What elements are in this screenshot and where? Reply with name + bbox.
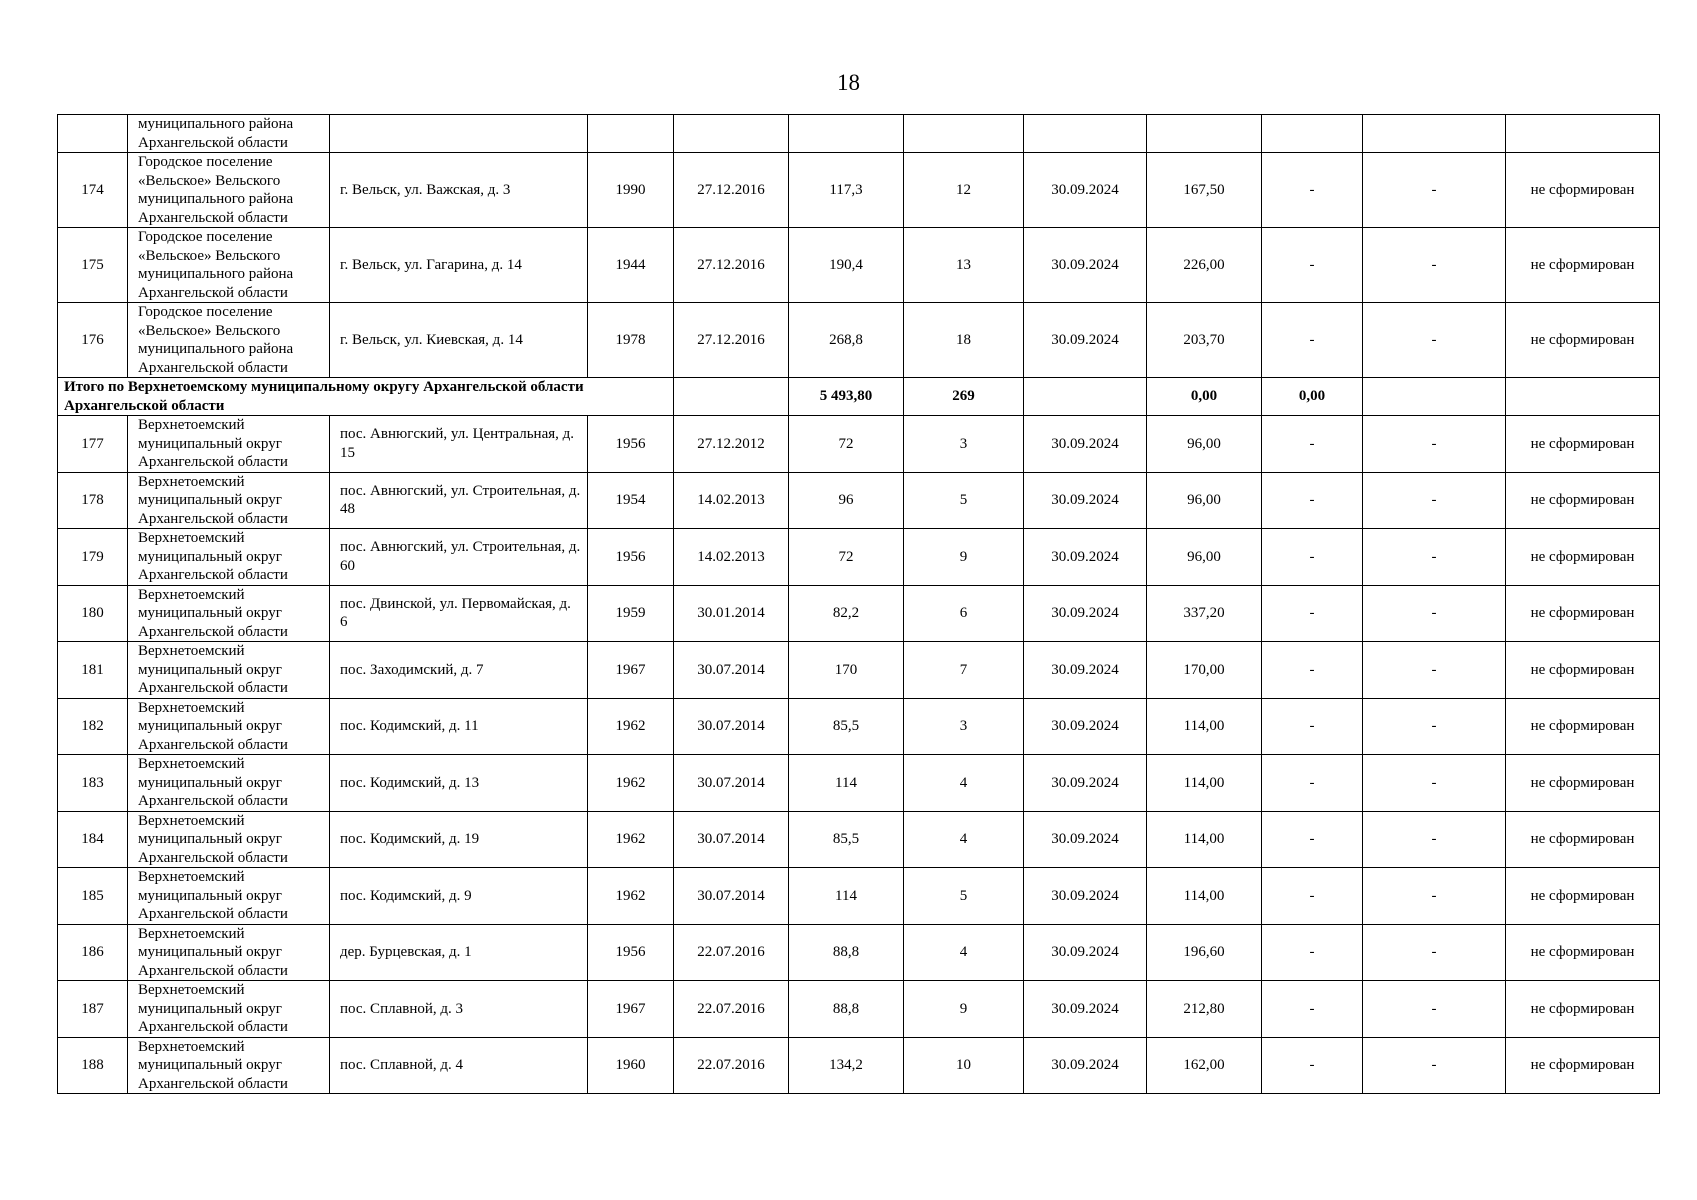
cell-date: 30.07.2014 [674,642,789,699]
cell-c1: - [1262,698,1363,755]
cell-total-area: 226,00 [1147,228,1262,303]
cell-address: пос. Сплавной, д. 3 [330,981,588,1038]
cell-deadline: 30.09.2024 [1024,868,1147,925]
cell-total-area: 337,20 [1147,585,1262,642]
cell-date: 30.01.2014 [674,585,789,642]
cell-status: не сформирован [1506,472,1660,529]
cell-date: 30.07.2014 [674,868,789,925]
cell-status: не сформирован [1506,924,1660,981]
cell-area: 88,8 [789,924,904,981]
cell-municipality: Верхнетоемский муниципальный округ Архангельской области [128,529,330,586]
cell-num: 174 [58,153,128,228]
cell-status: не сформирован [1506,642,1660,699]
cell-residents: 3 [904,416,1024,473]
cell-status: не сформирован [1506,585,1660,642]
table-row [58,698,1660,755]
cell-address: г. Вельск, ул. Киевская, д. 14 [330,303,588,378]
table-row [58,416,1660,473]
cell-c1: - [1262,981,1363,1038]
table-row [58,153,1660,228]
cell-deadline: 30.09.2024 [1024,924,1147,981]
cell-c2: - [1363,981,1506,1038]
total-label: Итого по Верхнетоемскому муниципальному округу Архангельской области Архангельской области [58,378,674,416]
cell-address: пос. Сплавной, д. 4 [330,1037,588,1094]
cell-num: 183 [58,755,128,812]
cell-status: не сформирован [1506,811,1660,868]
cell-deadline: 30.09.2024 [1024,981,1147,1038]
cell-address: пос. Кодимский, д. 9 [330,868,588,925]
cell-address: г. Вельск, ул. Важская, д. 3 [330,153,588,228]
cell-c2: - [1363,868,1506,925]
table-row [58,1037,1660,1094]
cell-residents: 13 [904,228,1024,303]
cell-deadline: 30.09.2024 [1024,585,1147,642]
cell-c1: - [1262,228,1363,303]
cell-c1: - [1262,924,1363,981]
cell-date: 22.07.2016 [674,924,789,981]
total-c1: 0,00 [1262,378,1363,416]
page-number: 18 [837,70,860,95]
cell-area: 85,5 [789,811,904,868]
table-row [58,585,1660,642]
cell-status: не сформирован [1506,868,1660,925]
cell-address: пос. Заходимский, д. 7 [330,642,588,699]
cell-date: 27.12.2016 [674,303,789,378]
cell-date: 30.07.2014 [674,811,789,868]
cell-area: 268,8 [789,303,904,378]
cell-c1: - [1262,755,1363,812]
cell-address: пос. Двинской, ул. Первомайская, д. 6 [330,585,588,642]
cell-date: 27.12.2016 [674,153,789,228]
cell-deadline: 30.09.2024 [1024,153,1147,228]
cell-residents: 10 [904,1037,1024,1094]
cell-total-area: 203,70 [1147,303,1262,378]
cell-area: 117,3 [789,153,904,228]
cell-c1: - [1262,153,1363,228]
cell-status: не сформирован [1506,1037,1660,1094]
cell-num: 179 [58,529,128,586]
cell-date: 27.12.2012 [674,416,789,473]
table-row [58,303,1660,378]
cell-total-area: 162,00 [1147,1037,1262,1094]
cell-year: 1956 [588,924,674,981]
cell-total-area: 114,00 [1147,868,1262,925]
cell-area: 85,5 [789,698,904,755]
cell-c2: - [1363,529,1506,586]
cell-deadline: 30.09.2024 [1024,303,1147,378]
cell-date: 22.07.2016 [674,1037,789,1094]
table-row [58,472,1660,529]
cell-total-area: 212,80 [1147,981,1262,1038]
cell-year: 1967 [588,981,674,1038]
cell-year: 1967 [588,642,674,699]
cell-c2: - [1363,585,1506,642]
cell-year: 1960 [588,1037,674,1094]
total-area: 5 493,80 [789,378,904,416]
cell-num: 184 [58,811,128,868]
cell-year: 1962 [588,868,674,925]
cell-residents: 9 [904,981,1024,1038]
table-row [58,755,1660,812]
cell-total-area: 170,00 [1147,642,1262,699]
cell-c2: - [1363,1037,1506,1094]
cell-total-area: 96,00 [1147,472,1262,529]
cell-total-area: 196,60 [1147,924,1262,981]
cell-municipality: Верхнетоемский муниципальный округ Архангельской области [128,924,330,981]
cell-municipality: Верхнетоемский муниципальный округ Архангельской области [128,642,330,699]
cell-total-area: 96,00 [1147,529,1262,586]
cell-date: 27.12.2016 [674,228,789,303]
cell-area: 170 [789,642,904,699]
cell-status: не сформирован [1506,529,1660,586]
total-total-area: 0,00 [1147,378,1262,416]
cell-num: 182 [58,698,128,755]
cell-municipality: Верхнетоемский муниципальный округ Архангельской области [128,698,330,755]
cell-deadline: 30.09.2024 [1024,811,1147,868]
cell-area: 72 [789,529,904,586]
cell-year: 1962 [588,698,674,755]
table-row [58,642,1660,699]
cell-num: 187 [58,981,128,1038]
cell-num: 180 [58,585,128,642]
cell-municipality: Верхнетоемский муниципальный округ Архангельской области [128,755,330,812]
cell-year: 1956 [588,529,674,586]
table-row [58,811,1660,868]
cell-address: пос. Авнюгский, ул. Строительная, д. 60 [330,529,588,586]
cell-residents: 7 [904,642,1024,699]
cell-year: 1956 [588,416,674,473]
cell-c2: - [1363,755,1506,812]
cell-residents: 9 [904,529,1024,586]
cell-residents: 3 [904,698,1024,755]
cell-num [58,115,128,153]
cell-municipality: Верхнетоемский муниципальный округ Архангельской области [128,1037,330,1094]
cell-address: пос. Кодимский, д. 11 [330,698,588,755]
cell-c2: - [1363,228,1506,303]
table-row [58,981,1660,1038]
cell-address: пос. Кодимский, д. 19 [330,811,588,868]
cell-residents: 6 [904,585,1024,642]
cell-municipality: Верхнетоемский муниципальный округ Архангельской области [128,472,330,529]
cell-municipality: Верхнетоемский муниципальный округ Архангельской области [128,585,330,642]
cell-deadline: 30.09.2024 [1024,529,1147,586]
cell-municipality: Городское поселение «Вельское» Вельского муниципального района Архангельской области [128,153,330,228]
cell-status: не сформирован [1506,698,1660,755]
cell-c1: - [1262,1037,1363,1094]
cell-c2: - [1363,416,1506,473]
cell-year: 1959 [588,585,674,642]
cell-area: 114 [789,868,904,925]
cell-total-area: 114,00 [1147,811,1262,868]
cell-num: 186 [58,924,128,981]
cell-municipality: Верхнетоемский муниципальный округ Архангельской области [128,981,330,1038]
cell-municipality: Верхнетоемский муниципальный округ Архангельской области [128,416,330,473]
cell-total-area: 114,00 [1147,755,1262,812]
cell-residents: 18 [904,303,1024,378]
cell-address: пос. Кодимский, д. 13 [330,755,588,812]
cell-c1: - [1262,303,1363,378]
cell-deadline: 30.09.2024 [1024,698,1147,755]
cell-area: 134,2 [789,1037,904,1094]
cell-total-area: 114,00 [1147,698,1262,755]
cell-area: 190,4 [789,228,904,303]
cell-area: 88,8 [789,981,904,1038]
cell-deadline: 30.09.2024 [1024,228,1147,303]
cell-c1: - [1262,642,1363,699]
cell-c1: - [1262,585,1363,642]
cell-municipality: Городское поселение «Вельское» Вельского муниципального района Архангельской области [128,303,330,378]
table-row-continued [58,115,1660,153]
cell-num: 177 [58,416,128,473]
cell-c2: - [1363,472,1506,529]
cell-area: 72 [789,416,904,473]
cell-status: не сформирован [1506,153,1660,228]
cell-residents: 4 [904,811,1024,868]
cell-residents: 5 [904,472,1024,529]
table-row [58,228,1660,303]
cell-area: 82,2 [789,585,904,642]
cell-date: 30.07.2014 [674,698,789,755]
cell-c2: - [1363,642,1506,699]
cell-deadline: 30.09.2024 [1024,416,1147,473]
cell-address: пос. Авнюгский, ул. Центральная, д. 15 [330,416,588,473]
cell-residents: 12 [904,153,1024,228]
cell-num: 176 [58,303,128,378]
cell-area: 114 [789,755,904,812]
cell-year: 1962 [588,755,674,812]
cell-num: 188 [58,1037,128,1094]
cell-num: 175 [58,228,128,303]
cell-total-area: 96,00 [1147,416,1262,473]
cell-status: не сформирован [1506,755,1660,812]
cell-residents: 4 [904,924,1024,981]
cell-status: не сформирован [1506,416,1660,473]
cell-total-area: 167,50 [1147,153,1262,228]
table-row [58,924,1660,981]
cell-municipality: Верхнетоемский муниципальный округ Архангельской области [128,811,330,868]
table-row [58,529,1660,586]
cell-c1: - [1262,529,1363,586]
cell-year: 1944 [588,228,674,303]
cell-address: дер. Бурцевская, д. 1 [330,924,588,981]
cell-c2: - [1363,924,1506,981]
cell-c2: - [1363,153,1506,228]
cell-year: 1978 [588,303,674,378]
cell-num: 178 [58,472,128,529]
total-row [58,378,1660,416]
cell-address: пос. Авнюгский, ул. Строительная, д. 48 [330,472,588,529]
cell-deadline: 30.09.2024 [1024,755,1147,812]
table-row [58,868,1660,925]
cell-num: 181 [58,642,128,699]
cell-deadline: 30.09.2024 [1024,642,1147,699]
cell-c1: - [1262,868,1363,925]
cell-c2: - [1363,811,1506,868]
cell-year: 1990 [588,153,674,228]
cell-date: 14.02.2013 [674,529,789,586]
cell-c1: - [1262,472,1363,529]
cell-area: 96 [789,472,904,529]
cell-deadline: 30.09.2024 [1024,1037,1147,1094]
housing-registry-table [57,114,1660,1094]
cell-municipality: муниципального района Архангельской области [128,115,330,153]
cell-residents: 5 [904,868,1024,925]
cell-c1: - [1262,416,1363,473]
cell-date: 30.07.2014 [674,755,789,812]
cell-c2: - [1363,303,1506,378]
cell-status: не сформирован [1506,228,1660,303]
total-residents: 269 [904,378,1024,416]
cell-c2: - [1363,698,1506,755]
cell-municipality: Верхнетоемский муниципальный округ Архангельской области [128,868,330,925]
cell-address: г. Вельск, ул. Гагарина, д. 14 [330,228,588,303]
cell-c1: - [1262,811,1363,868]
cell-year: 1962 [588,811,674,868]
cell-year: 1954 [588,472,674,529]
cell-municipality: Городское поселение «Вельское» Вельского муниципального района Архангельской области [128,228,330,303]
cell-status: не сформирован [1506,981,1660,1038]
cell-status: не сформирован [1506,303,1660,378]
cell-date: 22.07.2016 [674,981,789,1038]
cell-date: 14.02.2013 [674,472,789,529]
cell-residents: 4 [904,755,1024,812]
cell-deadline: 30.09.2024 [1024,472,1147,529]
cell-num: 185 [58,868,128,925]
